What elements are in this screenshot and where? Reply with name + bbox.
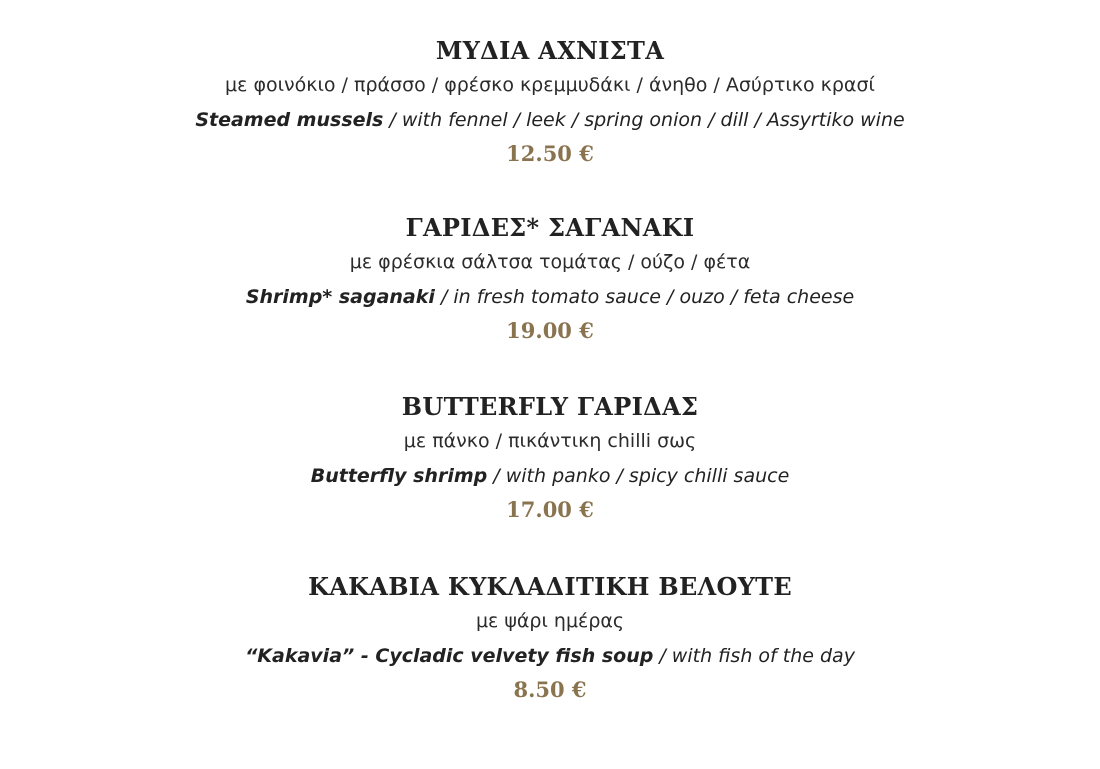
item-title: BUTTERFLY ΓΑΡΙΔΑΣ — [401, 392, 699, 421]
item-english-description: / with fennel / leek / spring onion / dill / Assyrtiko wine — [383, 109, 905, 131]
item-greek-description: με πάνκο / πικάντικη chilli σως — [403, 430, 697, 452]
item-greek-description: με φρέσκια σάλτσα τομάτας / ούζο / φέτα — [349, 251, 751, 273]
item-english-description: / with fish of the day — [653, 645, 855, 667]
item-english-name: Butterfly shrimp — [310, 465, 488, 487]
item-english-description: / in fresh tomato sauce / ouzo / feta cheese — [434, 286, 855, 308]
item-english-description: / with panko / spicy chilli sauce — [487, 465, 790, 487]
item-english-line — [0, 463, 1100, 489]
item-english-name: Shrimp* saganaki — [245, 286, 435, 308]
menu-item-steamed-mussels — [0, 36, 1100, 168]
item-price: 8.50 € — [513, 677, 587, 702]
item-price: 17.00 € — [506, 497, 594, 522]
menu-item-butterfly-shrimp — [0, 392, 1100, 524]
menu-item-kakavia — [0, 572, 1100, 704]
item-title: ΚΑΚΑΒΙΑ ΚΥΚΛΑΔΙΤΙΚΗ ΒΕΛΟΥΤΕ — [308, 572, 792, 601]
item-english-name: “Kakavia” - Cycladic velvety fish soup — [245, 645, 654, 667]
item-price: 19.00 € — [506, 318, 594, 343]
item-english-line — [0, 284, 1100, 310]
item-english-name: Steamed mussels — [195, 109, 384, 131]
item-english-line — [0, 107, 1100, 133]
item-price: 12.50 € — [506, 141, 594, 166]
item-greek-description: με ψάρι ημέρας — [475, 610, 625, 632]
item-english-line — [0, 643, 1100, 669]
item-greek-description: με φοινόκιο / πράσσο / φρέσκο κρεμμυδάκι / άνηθο / Ασύρτικο κρασί — [225, 74, 875, 96]
item-title: ΓΑΡΙΔΕΣ* ΣΑΓΑΝΑΚΙ — [405, 213, 695, 242]
menu-item-shrimp-saganaki — [0, 213, 1100, 345]
item-title: ΜΥΔΙΑ ΑΧΝΙΣΤΑ — [435, 36, 665, 65]
